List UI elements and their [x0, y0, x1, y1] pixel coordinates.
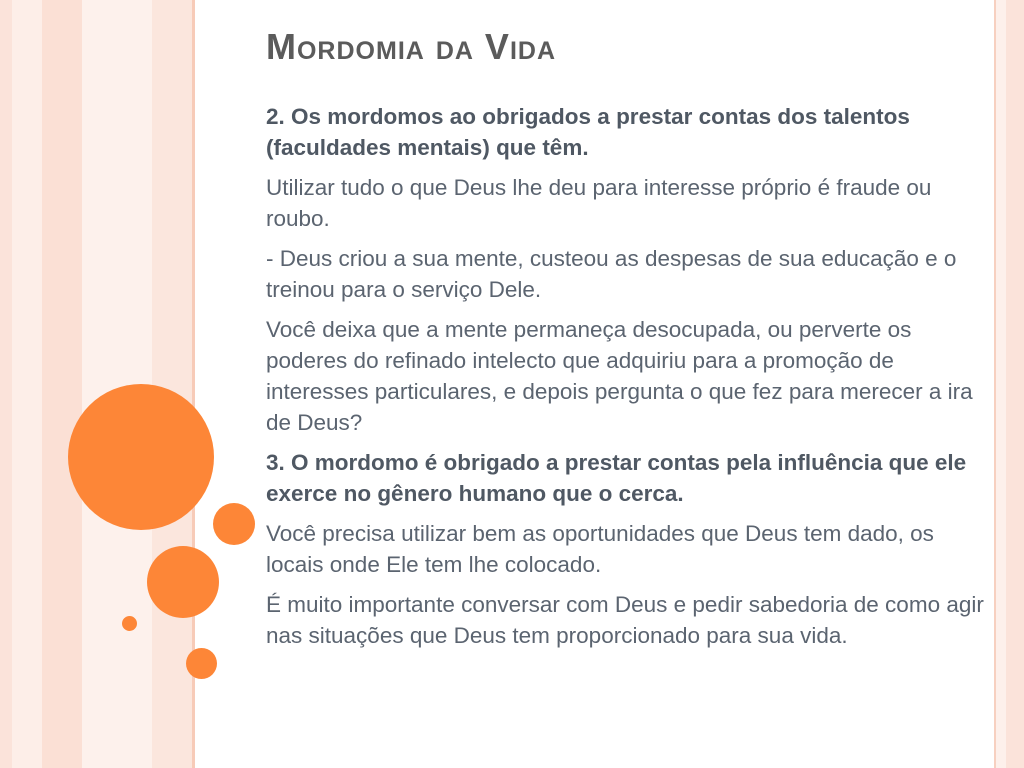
- paragraph: É muito importante conversar com Deus e pedir sabedoria de como agir nas situações que Deus tem proporcionado para sua vida.: [266, 592, 984, 648]
- decorative-stripe: [1006, 0, 1024, 768]
- decorative-stripe: [42, 0, 82, 768]
- paragraph-point-3: 3. O mordomo é obrigado a prestar contas pela influência que ele exerce no gênero humano que o cerca.: [266, 450, 967, 506]
- decorative-stripe: [12, 0, 42, 768]
- paragraph-point-2: 2. Os mordomos ao obrigados a prestar contas dos talentos (faculdades mentais) que têm.: [266, 104, 910, 160]
- decorative-circle: [68, 384, 214, 530]
- decorative-circle: [186, 648, 217, 679]
- paragraph: Você precisa utilizar bem as oportunidades que Deus tem dado, os locais onde Ele tem lhe colocado.: [266, 521, 934, 577]
- decorative-stripe: [994, 0, 996, 768]
- decorative-stripe: [996, 0, 1006, 768]
- paragraph: - Deus criou a sua mente, custeou as despesas de sua educação e o treinou para o serviço Dele.: [266, 246, 957, 302]
- decorative-stripe: [152, 0, 192, 768]
- decorative-circle: [122, 616, 137, 631]
- decorative-stripe: [0, 0, 12, 768]
- slide-body: [266, 101, 986, 660]
- slide-title: Mordomia da Vida: [266, 26, 556, 67]
- decorative-circle: [147, 546, 219, 618]
- decorative-circle: [213, 503, 255, 545]
- paragraph: Utilizar tudo o que Deus lhe deu para interesse próprio é fraude ou roubo.: [266, 175, 932, 231]
- paragraph: Você deixa que a mente permaneça desocupada, ou perverte os poderes do refinado intelecto que adquiriu para a promoção de interesses particulares, e depois pergunta o que fez para merecer a ira de Deus?: [266, 317, 973, 435]
